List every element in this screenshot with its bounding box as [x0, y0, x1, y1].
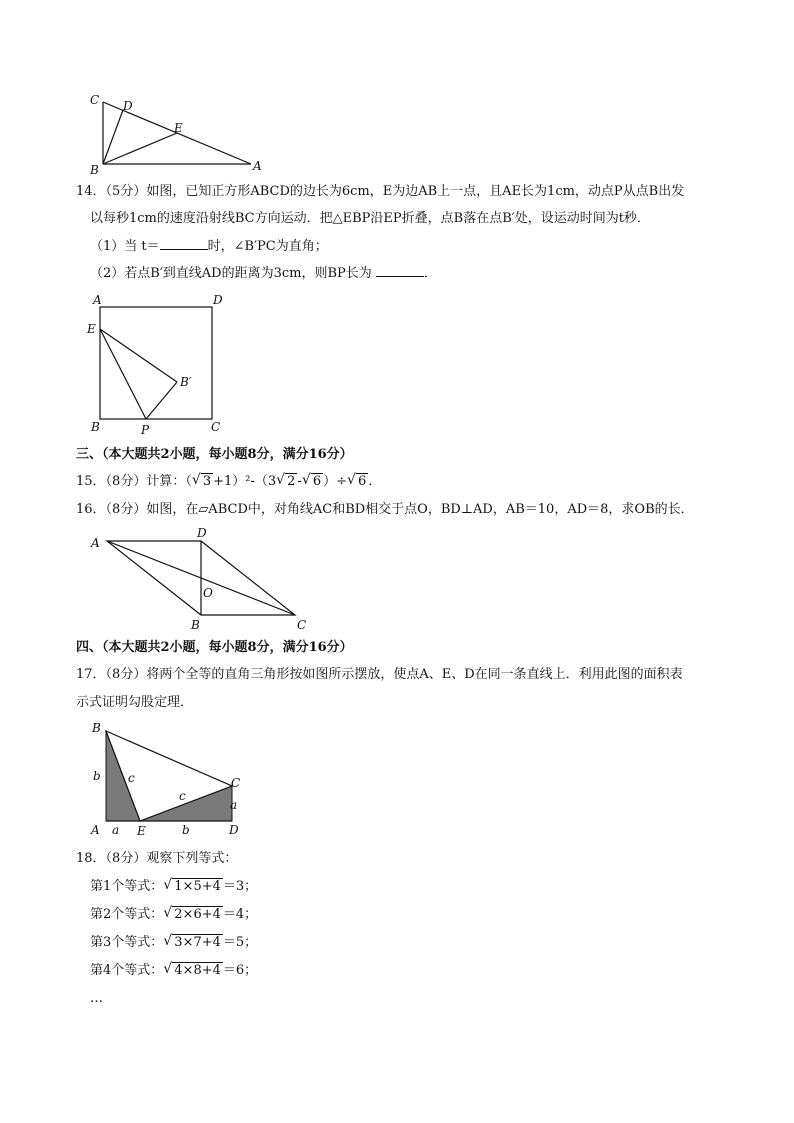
- label-a: A: [93, 293, 102, 307]
- label-c: C: [297, 618, 307, 632]
- label-p: P: [141, 423, 150, 437]
- q14-part1: [90, 237, 328, 256]
- q15-mid3: ）÷: [323, 474, 348, 489]
- label-d: D: [213, 293, 223, 307]
- equation-result: ＝4；: [222, 907, 258, 922]
- label-side-c-lower: c: [179, 789, 186, 803]
- q14-part2: [90, 264, 437, 283]
- q18-equation-1: [90, 878, 257, 896]
- radicand: 6: [358, 474, 367, 489]
- q18-equation-2: [90, 906, 257, 924]
- segment-bd: [103, 110, 123, 164]
- q14-part1-suffix: 时，∠B′PC为直角；: [207, 239, 328, 254]
- sqrt-symbol: √ 3×7+4: [163, 933, 221, 950]
- q15-mid2: -: [297, 474, 302, 489]
- figure-q17-pythagoras: [85, 718, 255, 840]
- sqrt-symbol: √ 3: [191, 472, 212, 489]
- label-a: A: [91, 536, 100, 550]
- label-e: E: [174, 121, 183, 135]
- radicand: 3: [202, 474, 212, 489]
- q14-part2-prefix: （2）若点B′到直线AD的距离为3cm，则BP长为: [90, 266, 372, 281]
- q18-equation-4: [90, 962, 257, 980]
- radicand: 6: [312, 474, 322, 489]
- sqrt-symbol: √ 2: [276, 472, 296, 489]
- segment-ep: [100, 329, 146, 419]
- q18-intro: 18．（8分）观察下列等式：: [76, 851, 238, 866]
- label-e: E: [137, 824, 146, 838]
- sqrt-symbol: √ 6: [347, 472, 367, 489]
- segment-pb-prime: [146, 382, 177, 419]
- sqrt-symbol: √ 1×5+4: [163, 877, 221, 894]
- equation-label: 第2个等式：: [90, 907, 164, 922]
- q15-prefix: 15．（8分）计算：（: [76, 474, 192, 489]
- radicand: 2: [287, 474, 296, 489]
- figure-q14-square: [85, 292, 235, 437]
- segment-eb-prime: [100, 329, 177, 382]
- sqrt-symbol: √ 6: [301, 472, 322, 489]
- label-b: B: [191, 618, 200, 632]
- q14-line2: 以每秒1cm的速度沿射线BC方向运动．把△EBP沿EP折叠，点B落在点B′处，设运动时间为t秒．: [90, 211, 650, 226]
- label-a: A: [91, 823, 100, 837]
- radicand: 2×6+4: [174, 907, 221, 922]
- radicand: 4×8+4: [174, 963, 221, 978]
- equation-result: ＝3；: [222, 879, 258, 894]
- q14-line1: 14．（5分）如图，已知正方形ABCD的边长为6cm，E为边AB上一点，且AE长为1cm，动点P从点B出发: [76, 184, 685, 199]
- figure-q16-parallelogram: [85, 525, 320, 633]
- radicand: 1×5+4: [174, 879, 221, 894]
- q17-line1: 17．（8分）将两个全等的直角三角形按如图所示摆放，使点A、E、D在同一条直线上．利用此图的面积表: [76, 667, 683, 682]
- label-d: D: [123, 99, 133, 113]
- label-c: C: [231, 776, 241, 790]
- equation-result: ＝6；: [222, 963, 258, 978]
- q18-ellipsis: …: [90, 991, 103, 1006]
- segment-be: [103, 133, 177, 164]
- figure-q13: [85, 90, 275, 180]
- label-o: O: [203, 586, 213, 600]
- label-d: D: [229, 823, 239, 837]
- label-c: C: [90, 93, 100, 107]
- label-side-a-right: a: [230, 798, 238, 812]
- equation-label: 第4个等式：: [90, 963, 164, 978]
- radicand: 3×7+4: [174, 935, 221, 950]
- label-side-b-left: b: [93, 769, 101, 783]
- q17-line2: 示式证明勾股定理．: [76, 695, 194, 710]
- equation-label: 第1个等式：: [90, 879, 164, 894]
- label-b: B: [91, 420, 100, 434]
- label-a: A: [253, 159, 262, 173]
- answer-blank-2: [376, 264, 424, 277]
- label-side-c-upper: c: [128, 771, 135, 785]
- label-b-prime: B′: [180, 375, 192, 389]
- q15-suffix: ．: [368, 474, 382, 489]
- q18-equation-3: [90, 934, 257, 952]
- label-d: D: [197, 526, 207, 540]
- equation-result: ＝5；: [222, 935, 258, 950]
- q16-text: 16．（8分）如图，在▱ABCD中，对角线AC和BD相交于点O，BD⊥AD，AB＝10，AD＝8，求OB的长．: [76, 502, 694, 517]
- label-b: B: [90, 163, 99, 177]
- section-4-heading: 四、（本大题共2小题，每小题8分，满分16分）: [76, 640, 353, 655]
- label-side-a-bottom: a: [112, 823, 120, 837]
- q14-part1-prefix: （1）当 t＝: [90, 239, 160, 254]
- label-c: C: [211, 420, 221, 434]
- sqrt-symbol: √ 4×8+4: [163, 961, 221, 978]
- label-e: E: [87, 322, 96, 336]
- sqrt-symbol: √ 2×6+4: [163, 905, 221, 922]
- label-b: B: [92, 721, 101, 735]
- section-3-heading: 三、（本大题共2小题，每小题8分，满分16分）: [76, 447, 353, 462]
- q15-mid1: +1）²-（3: [213, 474, 277, 489]
- label-side-b-bottom: b: [182, 823, 190, 837]
- q14-part2-suffix: ．: [423, 266, 437, 281]
- equation-label: 第3个等式：: [90, 935, 164, 950]
- answer-blank-1: [160, 237, 208, 250]
- q15-expression: [76, 473, 381, 491]
